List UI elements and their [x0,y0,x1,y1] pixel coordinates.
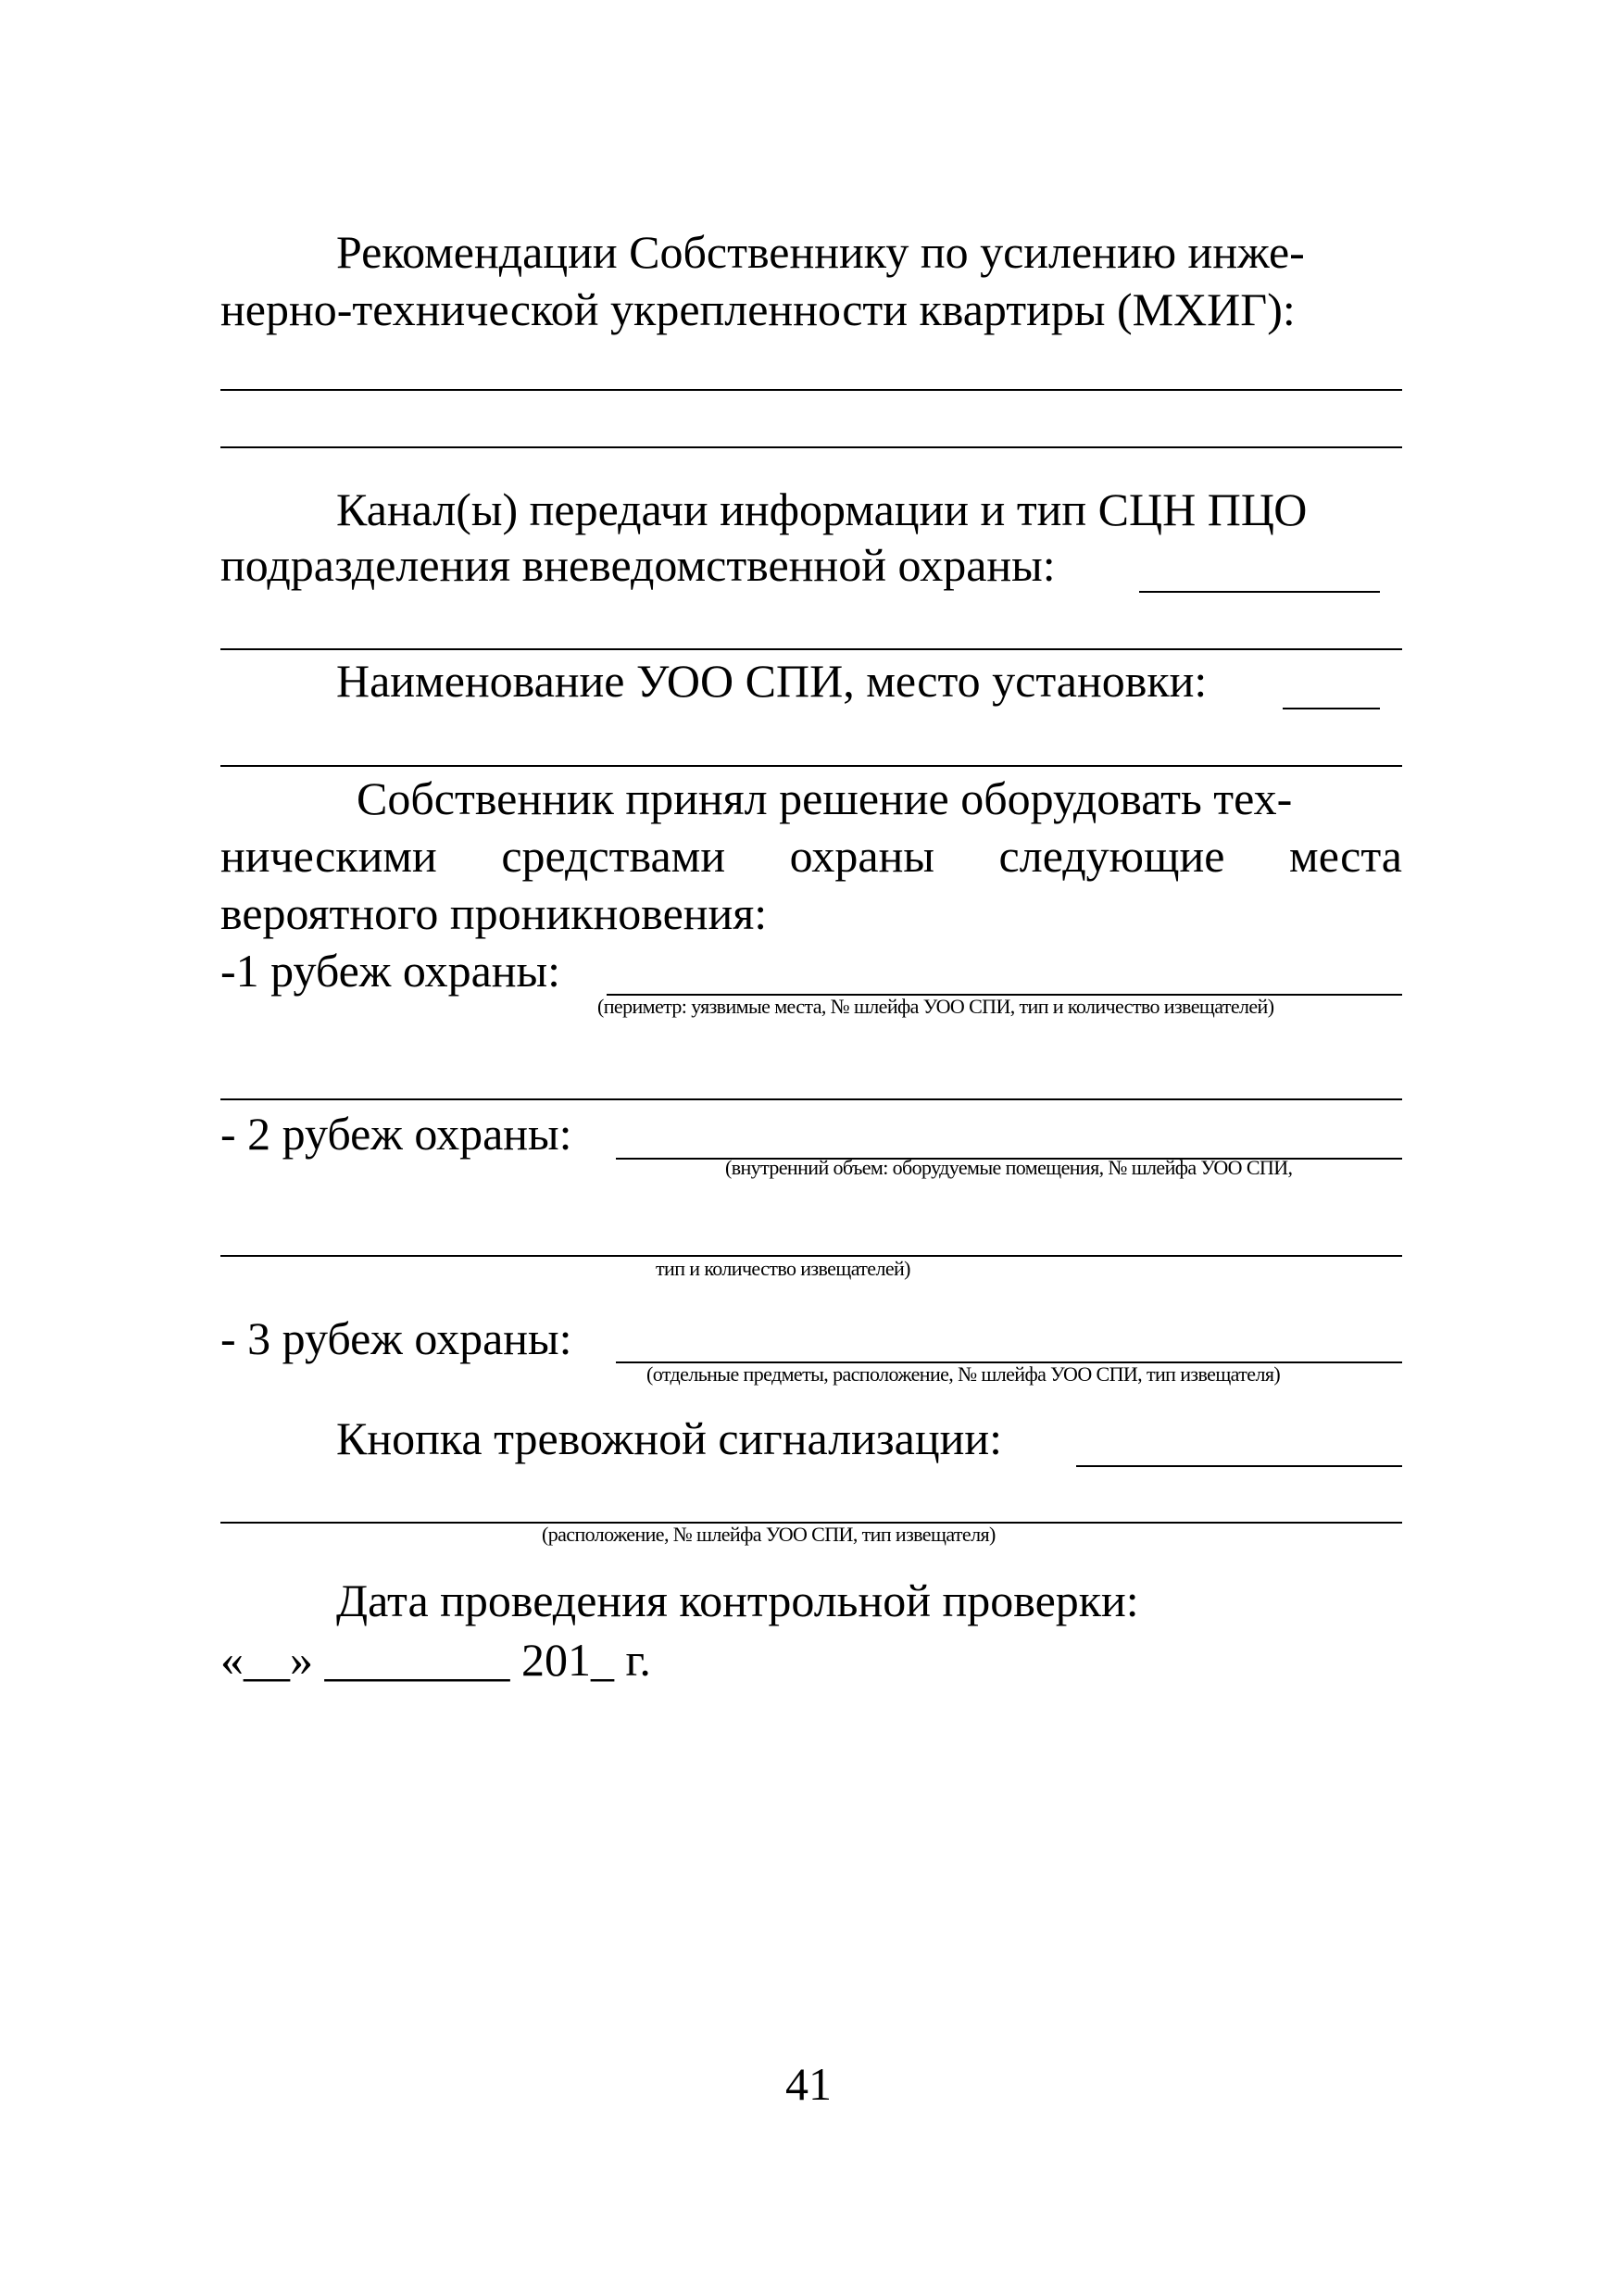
perimeter-1-label: -1 рубеж охраны: [220,945,561,997]
owner-word: охраны [789,830,934,882]
channels-blank-line[interactable] [220,648,1402,650]
uoo-inline-blank[interactable] [1283,708,1380,709]
recommendations-blank-line-1[interactable] [220,389,1402,391]
channels-line-1: Канал(ы) передачи информации и тип СЦН ПЦО [336,483,1308,535]
recommendations-line-1: Рекомендации Собственнику по усилению инже- [336,226,1305,278]
alarm-inline-blank[interactable] [1076,1465,1402,1467]
check-date-line: «__» ________ 201_ г. [220,1634,651,1686]
uoo-blank-line[interactable] [220,765,1402,767]
perimeter-1-blank-line[interactable] [220,1098,1402,1100]
owner-line-3: вероятного проникновения: [220,887,768,939]
uoo-label: Наименование УОО СПИ, место установки: [336,655,1208,707]
channels-inline-blank[interactable] [1139,591,1380,593]
owner-word: следующие [998,830,1225,882]
page-number: 41 [785,2058,832,2110]
owner-line-1-text: Собственник принял решение оборудовать тех- [357,772,1293,824]
owner-line-2 [220,828,1402,884]
alarm-label: Кнопка тревожной сигнализации: [336,1412,1002,1464]
owner-line-1 [357,771,1402,826]
perimeter-1-caption: (периметр: уязвимые места, № шлейфа УОО СПИ, тип и количество извещателей) [597,995,1274,1018]
recommendations-line-2: нерно-технической укрепленности квартиры (МХИГ): [220,283,1296,335]
perimeter-3-caption: (отдельные предметы, расположение, № шлейфа УОО СПИ, тип извещателя) [646,1362,1281,1386]
perimeter-2-caption-2: тип и количество извещателей) [656,1257,910,1280]
perimeter-2-label: - 2 рубеж охраны: [220,1108,572,1160]
owner-word: средствами [501,830,726,882]
perimeter-2-caption-1: (внутренний объем: оборудуемые помещения, № шлейфа УОО СПИ, [725,1156,1293,1179]
channels-line-2: подразделения вневедомственной охраны: [220,539,1056,591]
owner-word: места [1289,830,1402,882]
recommendations-blank-line-2[interactable] [220,446,1402,448]
alarm-caption: (расположение, № шлейфа УОО СПИ, тип извещателя) [542,1523,996,1546]
perimeter-3-label: - 3 рубеж охраны: [220,1312,572,1364]
owner-word: ническими [220,830,437,882]
check-label: Дата проведения контрольной проверки: [336,1575,1139,1626]
